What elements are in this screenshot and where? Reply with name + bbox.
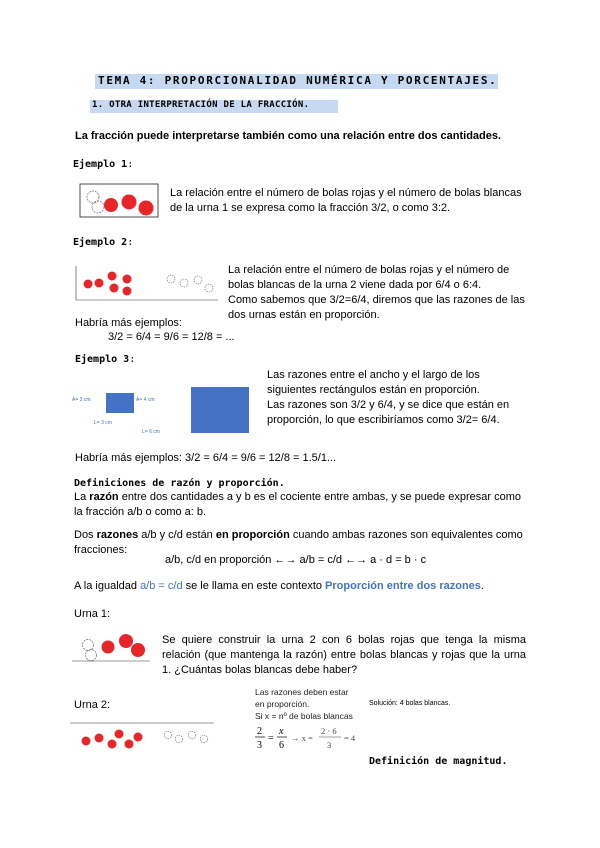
eq-arrow: → x = [291,733,313,743]
rect-label: L= 6 cm [142,429,160,435]
page-title: TEMA 4: PROPORCIONALIDAD NUMÉRICA Y PORCENTAJES. [98,74,498,87]
red-ball [123,275,132,284]
white-ball [175,735,183,743]
urn-1-label: Urna 1: [74,608,111,620]
section-heading: 1. OTRA INTERPRETACIÓN DE LA FRACCIÓN. [92,100,310,110]
definition-ratio: La razón entre dos cantidades a y b es el cociente entre ambas, y se puede expresar como la fracción a/b o como a: b. [74,491,521,518]
urn-2-label: Urna 2: [74,699,111,711]
urn-1-figure [80,184,160,218]
urn-2-problem-figure [70,722,220,757]
red-ball [82,737,91,746]
white-ball [164,731,172,739]
white-ball [188,731,196,739]
eq-equals: = [268,733,274,744]
red-ball [115,730,124,739]
example-1-label: Ejemplo 1: [73,159,134,170]
eq-result: = 4 [344,733,356,743]
urn-2-figure [76,266,221,302]
urn-2-note: Las razones deben estar en proporción. Si x = nº de bolas blancas [255,687,353,721]
rect-label: L= 3 cm [94,420,112,426]
white-ball [167,275,175,283]
red-ball [139,201,154,216]
white-ball [87,191,99,203]
white-ball [200,735,208,743]
white-ball [92,201,104,213]
intro-text: La fracción puede interpretarse también como una relación entre dos cantidades. [75,130,502,142]
example-1-text: La relación entre el número de bolas rojas y el número de bolas blancas de la urna 1 se expresa como la fracción 3/2, o como 3:2. [170,187,522,214]
urn-1-problem-text: Se quiere construir la urna 2 con 6 bolas rojas que tenga la misma relación (que mantenga la razón) entre bolas blancas y rojas que la urna 1. ¿Cuántas bolas blancas debe haber? [162,634,526,676]
small-rectangle [106,393,134,413]
rectangles-figure [72,383,252,438]
example-3-text: Las razones entre el ancho y el largo de los siguientes rectángulos están en proporción. Las razones son 3/2 y 6/4, y se dice que están en proporción, lo que escribiríamos como 3/2= 6/4. [267,369,510,426]
magnitude-heading: Definición de magnitud. [369,756,508,767]
white-ball [194,276,202,284]
eq-den-2: 6 [279,740,284,751]
red-ball [134,733,143,742]
example-2-more-label: Habría más ejemplos: [75,317,182,329]
rect-label: A= 3 cm [72,397,91,403]
white-ball [83,640,94,651]
eq-num-1: 2 [257,726,262,737]
urn-1-problem-figure [72,630,152,665]
example-2-text: La relación entre el número de bolas rojas y el número de bolas blancas de la urna 2 viene dada por 6/4 o 6:4. Como sabemos que 3/2=6/4, diremos que las razones de las dos urnas están en proporción. [228,264,525,321]
red-ball [95,279,104,288]
example-3-more: Habría más ejemplos: 3/2 = 6/4 = 9/6 = 12/8 = 1.5/1... [75,452,337,464]
example-3-label: Ejemplo 3: [75,354,136,365]
proportion-formula: a/b, c/d en proporción ←→ a/b = c/d ←→ a · d = b · c [165,554,427,566]
definitions-heading: Definiciones de razón y proporción. [74,478,285,489]
example-2-label: Ejemplo 2: [73,237,134,248]
white-ball [180,279,188,287]
red-ball [123,287,132,296]
red-ball [125,740,134,749]
red-ball [84,280,93,289]
red-ball [102,641,115,654]
example-2-more-equation: 3/2 = 6/4 = 9/6 = 12/8 = ... [108,331,235,343]
red-ball [108,272,117,281]
definition-proportion: Dos razones a/b y c/d están en proporción cuando ambas razones son equivalentes como fracciones: [74,529,523,556]
red-ball [119,634,133,648]
red-ball [131,643,145,657]
rect-label: A= 4 cm [136,397,155,403]
eq-num-2: x [279,726,284,737]
solution-equation [254,723,364,753]
red-ball [122,195,137,210]
red-ball [95,734,104,743]
red-ball [104,198,118,212]
white-ball [86,650,97,661]
red-ball [108,740,117,749]
white-ball [205,284,213,292]
large-rectangle [191,387,249,433]
solution-text: Solución: 4 bolas blancas. [369,700,451,707]
eq-den-3: 3 [327,740,332,750]
eq-den-1: 3 [257,740,262,751]
definition-equality: A la igualdad a/b = c/d se le llama en este contexto Proporción entre dos razones. [74,580,484,592]
eq-num-3: 2 · 6 [321,726,337,736]
red-ball [110,284,119,293]
